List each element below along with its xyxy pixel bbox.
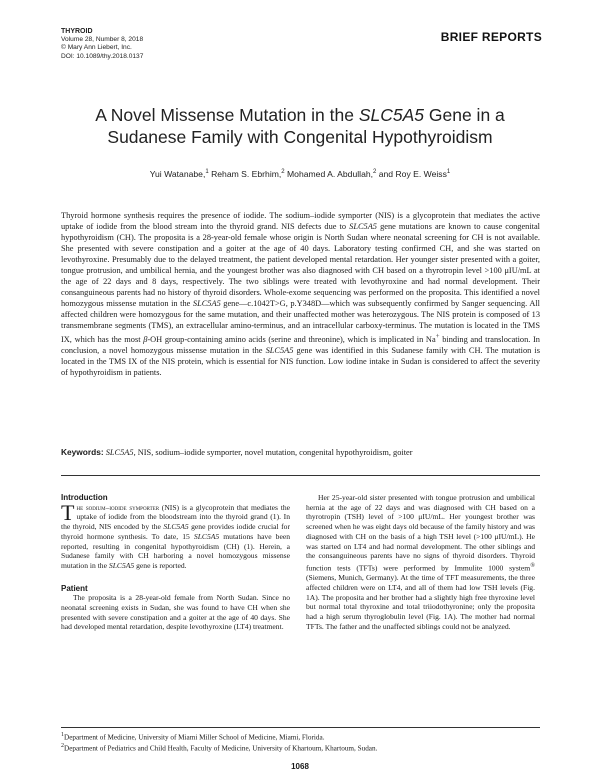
footnote: $^1$Department of Medicine, University of Miami Miller School of Medicine, Miami, Florida. — [61, 732, 325, 742]
section-label: BRIEF REPORTS — [440, 30, 542, 44]
abstract: Thyroid hormone synthesis requires the presence of iodide. The sodium–iodide symporter (NIS) is a glycoprotein that mediates the active uptake of iodide from the blood stream into the thyroid grand. NIS defects due to SLC5A5 gene mutations are known to cause congenital hypothyroidism (CH). The proposita is a 28-year-old female whose origin is North Sudan where neonatal screening for CH is not available. She presented with severe constipation and a goiter at the age of 40 days. Laboratory testing confirmed CH, and she was started on levothyroxine. Presumably due to the delayed treatment, the patient developed mental retardation. Her younger sister presented with a goiter, tongue protrusion, and umbilical hernia, and the youngest brother was also diagnosed with CH based on a thyrotropin level >100 μIU/mL at the age of 22 days and 8 days, respectively. The two siblings were treated with levothyroxine and had normal development. Their consanguineous parents had no history of thyroid disorders. Whole-exome sequencing was performed on the proposita. This identified a novel homozygous missense mutation in the SLC5A5 gene—c.1042T>G, p.Y348D—which was subsequently confirmed by Sanger sequencing. All affected children were homozygous for the same mutation, and their unaffected mother was heterozygous. The NIS protein is composed of 13 transmembrane segments (TMS), an extracellular amino-terminus, and an intracellular carboxy-terminus. The mutation is located in the TMS IX, which has the most β-OH group-containing amino acids (serine and threonine), which is implicated in Na+ binding and translocation. In conclusion, a novel homozygous missense mutation in the SLC5A5 gene was identified in this Sudanese family with CH. The mutation is located in the TMS IX of the NIS protein, which is essential for NIS function. Low iodine intake in Sudan is considered to affect the severity of hypothyroidism in patients. — [61, 211, 541, 377]
intro-paragraph: The sodium–iodide symporter (NIS) is a glycoprotein that mediates the uptake of iodide from the bloodstream into the thyroid grand (1). In the thyroid, NIS encoded by the SLC5A5 gene provides iodide crucial for thyroid hormone synthesis. To date, 15 SLC5A5 mutations have been reported, resulting in congenital hypothyroidism (CH) (1). Herein, a Sudanese family with CH harboring a novel homozygous missense mutation in the SLC5A5 gene is reported. — [61, 499, 290, 570]
keywords-label: Keywords: — [61, 447, 104, 457]
patient-paragraph-continued: Her 25-year-old sister presented with tongue protrusion and umbilical hernia at the age of 22 days and was diagnosed with CH based on a thyrotropin (TSH) level of >100 μIU/mL. Her youngest brother was screened when he was eight days old because of the family history and was diagnosed with CH on the basis of a high TSH level (>100 μIU/mL). He was started on LT4 and had normal development. The other siblings and the consanguineous parents have no signs of thyroid disorders. Thyroid function tests (TFTs) were performed by Immulite 1000 system® (Siemens, Munich, Germany). At the time of TFT measurements, the three affected children were on LT4, and all of them had low TSH levels (Fig. 1A). The proposita and her brother had a slightly high free thyroxine level but normal total thyroxine and total triiodothyronine; only the proposita had a high serum thyroglobulin level (Fig. 1A). The mother had normal TFTs. The father and the unaffected siblings could not be analyzed. — [306, 493, 535, 631]
patient-paragraph: The proposita is a 28-year-old female from North Sudan. Since no neonatal screening exists in Sudan, she was found to have CH when she presented with severe constipation and a goiter at the age of 40 days. She had developed mental retardation, despite levothyroxine (LT4) treatment. — [61, 593, 290, 632]
author-list — [60, 169, 540, 179]
copyright: © Mary Ann Liebert, Inc. — [61, 44, 132, 52]
section-heading-introduction: Introduction — [61, 493, 108, 502]
author: and Roy E. Weiss$^1$ — [378, 169, 451, 179]
volume-info: Volume 28, Number 8, 2018 — [61, 36, 144, 44]
section-heading-patient: Patient — [61, 583, 88, 593]
drop-cap: T — [61, 499, 75, 525]
right-column — [306, 493, 535, 631]
divider — [61, 475, 540, 476]
author: Mohamed A. Abdullah,$^2$ — [287, 169, 377, 179]
title-part: A Novel Missense Mutation in the — [95, 105, 359, 125]
journal-info — [61, 28, 143, 61]
footnote-divider — [61, 727, 540, 728]
article-title — [60, 104, 540, 148]
footnote: $^2$Department of Pediatrics and Child Health, Faculty of Medicine, University of Khartoum, Khartoum, Sudan. — [61, 743, 378, 753]
author: Reham S. Ebrhim,$^2$ — [211, 169, 285, 179]
title-gene: SLC5A5 — [358, 105, 425, 125]
page-number: 1068 — [291, 762, 309, 771]
journal-name: THYROID — [61, 28, 93, 35]
footnotes — [61, 731, 540, 754]
author: Yui Watanabe,$^1$ — [149, 169, 209, 179]
keywords: Keywords: SLC5A5, NIS, sodium–iodide symporter, novel mutation, congenital hypothyroidism, goiter — [61, 447, 413, 457]
doi[interactable]: DOI: 10.1089/thy.2018.0137 — [61, 52, 144, 60]
title-part: Gene in a Sudanese Family with Congenital Hypothyroidism — [107, 105, 505, 147]
left-column — [61, 493, 290, 632]
